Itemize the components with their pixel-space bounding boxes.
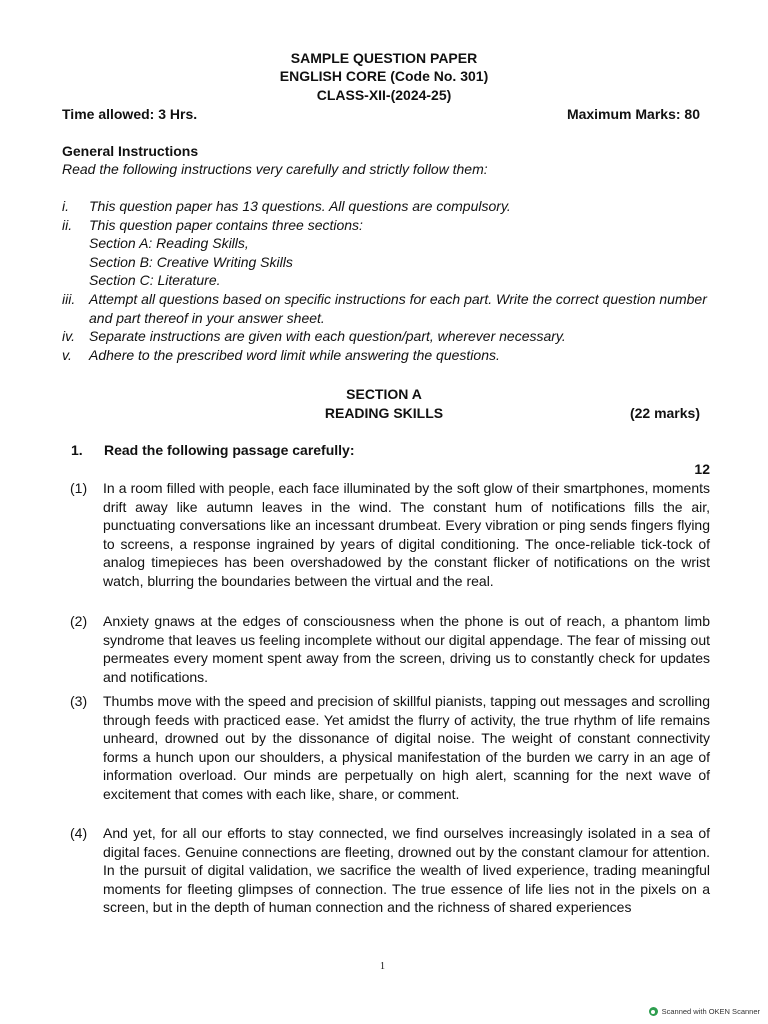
paragraph-text: Anxiety gnaws at the edges of consciousness when the phone is out of reach, a phantom limb syndrome that leaves us feeling incomplete without our digital appendage. The fear of missing out permeates every moment spent away from the screen, driving us to constantly check for updates and notifications. [103, 613, 710, 685]
scanner-logo-icon [649, 1007, 658, 1016]
paragraph-number: (1) [70, 480, 88, 496]
paragraph-number: (4) [70, 825, 88, 841]
passage-paragraph [70, 824, 710, 917]
paragraph-text: And yet, for all our efforts to stay connected, we find ourselves increasingly isolated in a sea of digital faces. Genuine connections are fleeting, drowned out by the constant clamour for attention. In the pursuit of digital validation, we sacrifice the wealth of lived experience, trading meaningful moments for fleeting glimpses of connection. The true essence of life lies not in the pixels on a screen, but in the depth of human connection and the richness of shared experiences [103, 825, 710, 916]
maximum-marks: Maximum Marks: 80 [566, 106, 700, 122]
section-subtitle: READING SKILLS [324, 405, 444, 421]
list-item-text: Attempt all questions based on specific instructions for each part. Write the correct question number and part thereof in your answer sheet. [89, 290, 707, 326]
instructions-intro: Read the following instructions very carefully and strictly follow them: [62, 161, 488, 177]
list-item-number: i. [62, 198, 69, 214]
list-item [62, 197, 722, 216]
section-b-label: Section B: Creative Writing Skills [89, 253, 293, 270]
paragraph-text: In a room filled with people, each face illuminated by the soft glow of their smartphones, moments drift away like autumn leaves in the wind. The constant hum of notifications fills the air, punctuating conversations like an incessant drumbeat. Every vibration or ping sends fingers flying to screens, a response ingrained by years of digital conditioning. The once-reliable tick-tock of analog timepieces has been overshadowed by the constant flicker of notifications on the wrist watch, blurring the boundaries between the virtual and the real. [103, 480, 710, 589]
list-item-number: iii. [62, 290, 76, 307]
paper-subject: ENGLISH CORE (Code No. 301) [279, 68, 489, 84]
paragraph-number: (3) [70, 693, 88, 709]
list-item [62, 290, 722, 327]
scanner-label: Scanned with OKEN Scanner [661, 1007, 760, 1016]
list-item-number: iv. [62, 328, 75, 345]
page-number: 1 [380, 961, 385, 972]
passage-paragraph [70, 479, 710, 591]
list-item-text: Separate instructions are given with each question/part, wherever necessary. [89, 328, 566, 345]
instructions-list [62, 197, 722, 364]
list-item [62, 216, 722, 290]
list-item-text: Adhere to the prescribed word limit while answering the questions. [89, 346, 500, 363]
paragraph-text: Thumbs move with the speed and precision of skillful pianists, tapping out messages and scrolling through feeds with practiced ease. Yet amidst the flurry of activity, the true rhythm of life remains unheard, drowned out by the dissonance of digital noise. The weight of constant connectivity forms a hunch upon our shoulders, a physical manifestation of the burden we carry in an age of information overload. Our minds are perpetually on high alert, scanning for the next wave of excitement that comes with each like, share, or comment. [103, 693, 710, 802]
passage-paragraph [70, 692, 710, 804]
passage-paragraph [70, 612, 710, 686]
paper-class: CLASS-XII-(2024-25) [316, 87, 452, 103]
list-item-number: v. [62, 346, 72, 363]
question-number: 1. [71, 442, 83, 458]
paper-title: SAMPLE QUESTION PAPER [290, 50, 478, 66]
section-title: SECTION A [346, 386, 422, 402]
list-item [62, 327, 722, 346]
section-marks: (22 marks) [629, 405, 700, 421]
question-marks: 12 [694, 461, 710, 477]
section-a-label: Section A: Reading Skills, [89, 235, 249, 252]
list-item-text: This question paper has 13 questions. All questions are compulsory. [89, 198, 511, 214]
list-item-number: ii. [62, 216, 73, 233]
scanner-watermark [649, 1007, 760, 1016]
paragraph-number: (2) [70, 613, 88, 629]
list-item [62, 346, 722, 365]
section-c-label: Section C: Literature. [89, 272, 221, 289]
question-text: Read the following passage carefully: [104, 442, 355, 458]
time-allowed: Time allowed: 3 Hrs. [62, 106, 198, 122]
list-item-text: This question paper contains three sections: [89, 216, 363, 233]
instructions-heading: General Instructions [62, 143, 199, 159]
